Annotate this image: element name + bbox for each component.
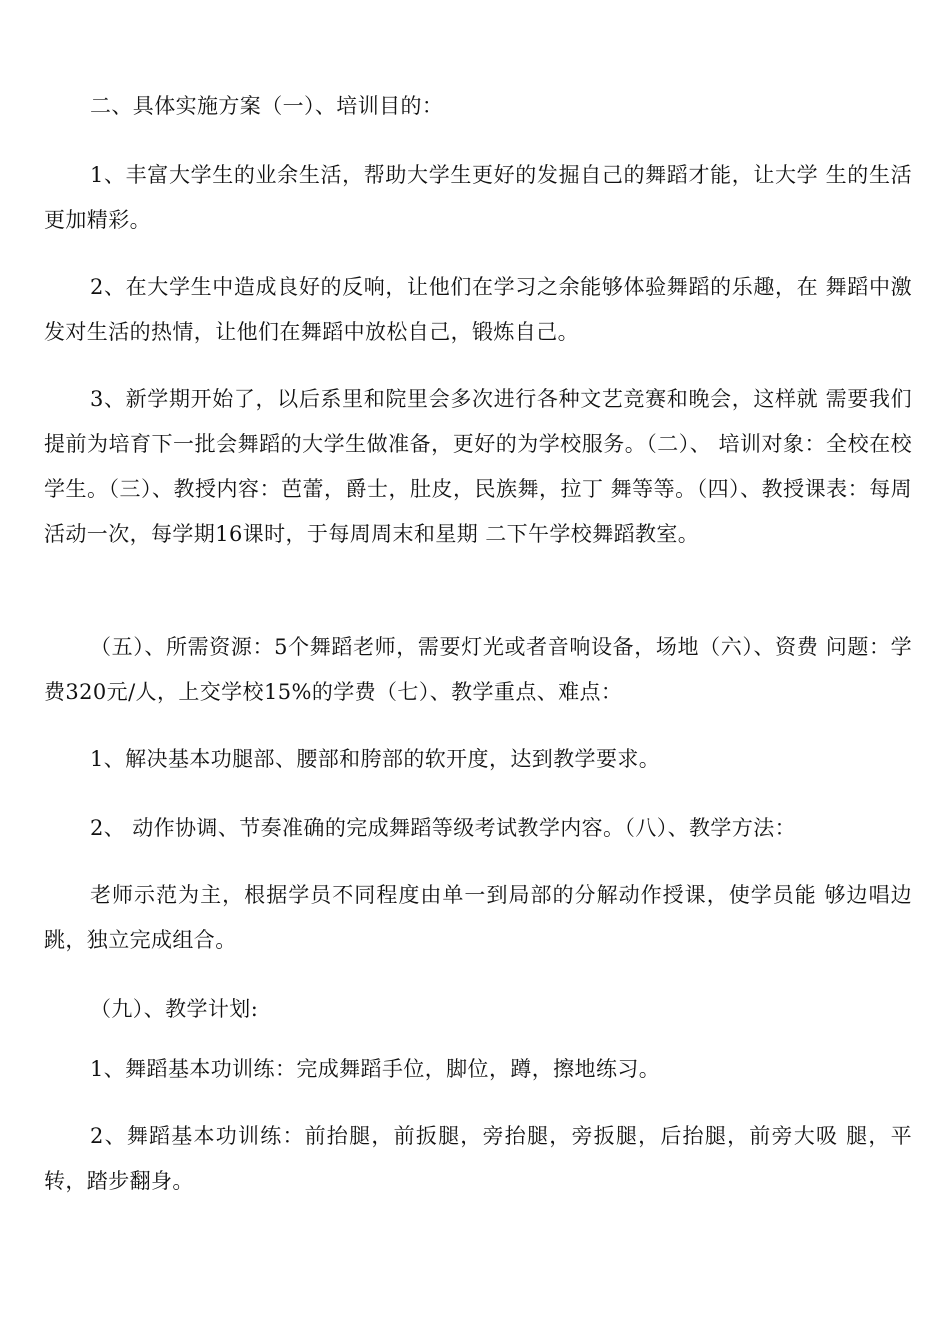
paragraph-training-goal-3: 3、新学期开始了，以后系里和院里会多次进行各种文艺竞赛和晚会，这样就 需要我们提前为培育下一批会舞蹈的大学生做准备，更好的为学校服务。（二）、 培训对象：全校在校学生。（三）、教授内容：芭蕾，爵士，肚皮，民族舞，拉丁 舞等等。（四）、教授课表：每周活动一次，每学期16课时，于每周周末和星期 二下午学校舞蹈教室。	[44, 387, 912, 546]
section-heading-implementation-plan: 二、具体实施方案（一）、培训目的：	[90, 94, 444, 118]
paragraph-plan-item-2: 2、舞蹈基本功训练：前抬腿，前扳腿，旁抬腿，旁扳腿，后抬腿，前旁大吸 腿，平转，踏步翻身。	[44, 1124, 912, 1193]
paragraph-resources-and-fees: （五）、所需资源：5个舞蹈老师，需要灯光或者音响设备，场地（六）、资费 问题：学费320元/人，上交学校15%的学费（七）、教学重点、难点：	[44, 635, 912, 704]
paragraph-plan-item-1: 1、舞蹈基本功训练：完成舞蹈手位，脚位，蹲，擦地练习。	[90, 1057, 661, 1081]
paragraph-training-goal-2: 2、在大学生中造成良好的反响，让他们在学习之余能够体验舞蹈的乐趣，在 舞蹈中激发对生活的热情，让他们在舞蹈中放松自己，锻炼自己。	[44, 275, 912, 344]
paragraph-key-point-1: 1、解决基本功腿部、腰部和胯部的软开度，达到教学要求。	[90, 747, 661, 771]
paragraph-key-point-2: 2、 动作协调、节奏准确的完成舞蹈等级考试教学内容。（八）、教学方法：	[90, 816, 797, 840]
paragraph-training-goal-1: 1、丰富大学生的业余生活，帮助大学生更好的发掘自己的舞蹈才能，让大学 生的生活更加精彩。	[44, 163, 912, 232]
section-heading-teaching-plan: （九）、教学计划:	[90, 997, 259, 1021]
paragraph-teaching-method: 老师示范为主，根据学员不同程度由单一到局部的分解动作授课，使学员能 够边唱边跳，独立完成组合。	[44, 883, 912, 952]
